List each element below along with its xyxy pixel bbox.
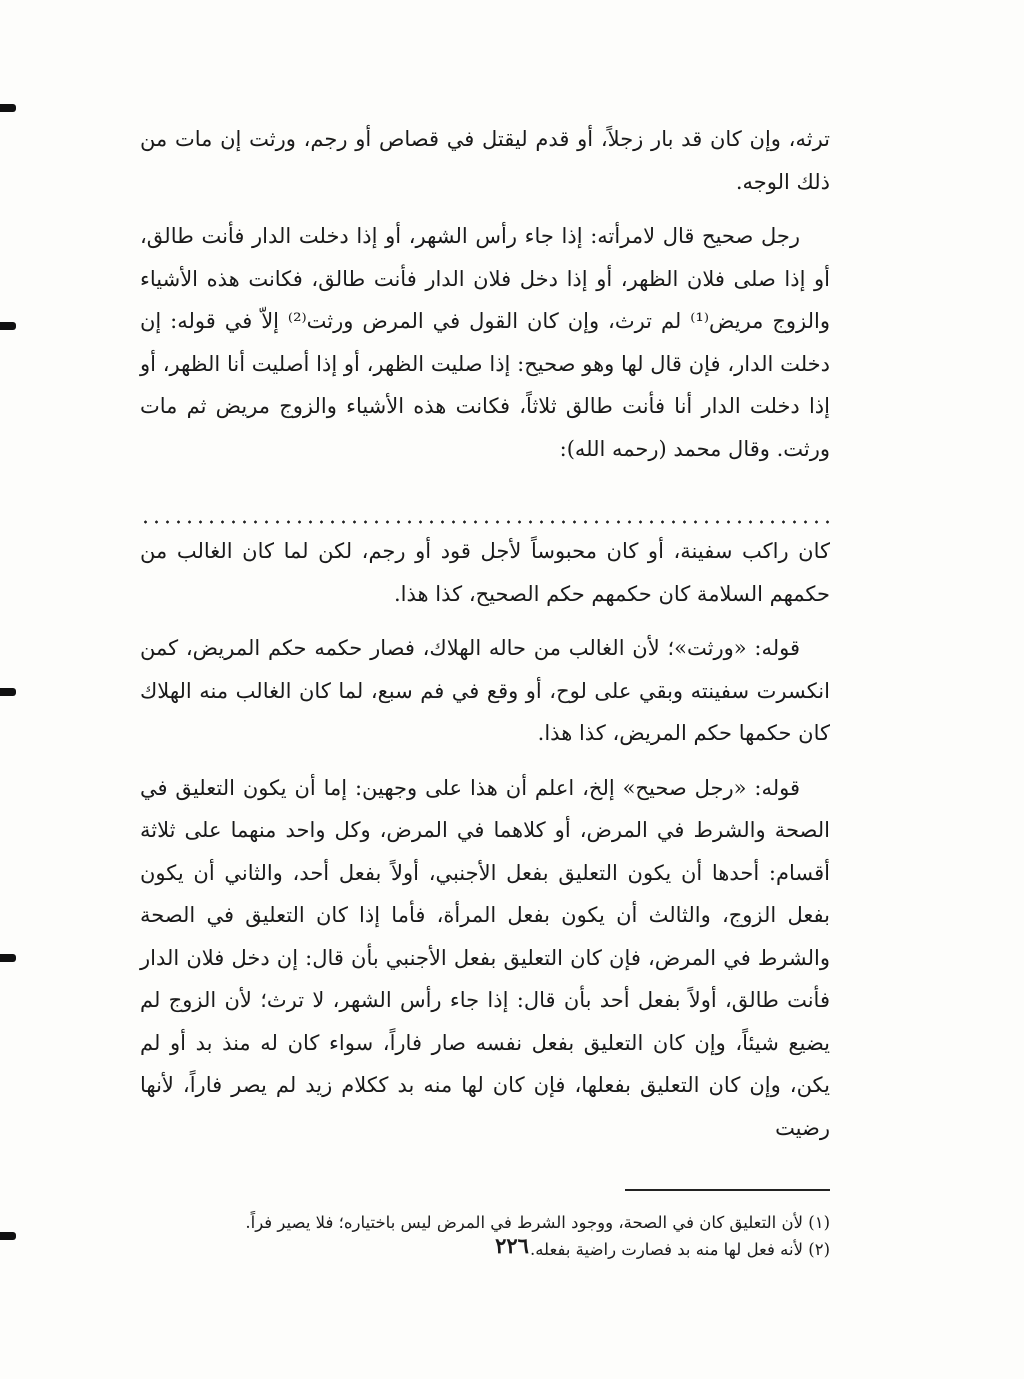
commentary-paragraph: قوله: «رجل صحيح» إلخ، اعلم أن هذا على وجهين: إما أن يكون التعليق في الصحة والشرط في المرض، أو كلاهما في المرض، وكل واحد منهما على ثلاثة أقسام: أحدها أن يكون التعليق بفعل الأجنبي، أولاً بفعل أحد، والثاني أن يكون بفعل الزوج، والثالث أن يكون بفعل المرأة، فأما إذا كان التعليق في الصحة والشرط في المرض، فإن كان التعليق بفعل الأجنبي بأن قال: إن دخل فلان الدار فأنت طالق، أولاً بفعل أحد بأن قال: إذا جاء رأس الشهر، لا ترث؛ لأن الزوج لم يضيع شيئاً، وإن كان التعليق بفعل نفسه صار فاراً، سواء كان له منذ بد أو لم يكن، وإن كان التعليق بفعلها، فإن كان لها منه بد ككلام زيد لم يصر فاراً، لأنها رضيت <box>140 775 830 1140</box>
main-text-paragraph: ترثه، وإن كان قد بار زجلاً، أو قدم ليقتل في قصاص أو رجم، ورثت إن مات من ذلك الوجه. <box>140 127 830 194</box>
scan-edge-mark <box>0 322 16 330</box>
commentary-paragraph: كان راكب سفينة، أو كان محبوساً لأجل قود أو رجم، لكن لما كان الغالب من حكمهم السلامة كان حكمهم حكم الصحيح، كذا هذا. <box>140 539 830 606</box>
scan-edge-mark <box>0 688 16 696</box>
dotted-separator <box>140 520 830 524</box>
scan-edge-mark <box>0 104 16 112</box>
footnote-rule <box>625 1189 830 1191</box>
commentary-paragraph: قوله: «ورثت»؛ لأن الغالب من حاله الهلاك، فصار حكمه حكم المريض، كمن انكسرت سفينته وبقي على لوح، أو وقع في فم سبع، لما كان الغالب منه الهلاك كان حكمها حكم المريض، كذا هذا. <box>140 636 830 745</box>
main-text-paragraph: رجل صحيح قال لامرأته: إذا جاء رأس الشهر، أو إذا دخلت الدار فأنت طالق، أو إذا صلى فلان الظهر، أو إذا دخل فلان الدار فأنت طالق، فكانت هذه الأشياء والزوج مريض⁽¹⁾ لم ترث، وإن كان القول في المرض ورثت⁽²⁾ إلاّ في قوله: إن دخلت الدار، فإن قال لها وهو صحيح: إذا صليت الظهر، أو إذا أصليت أنا الظهر، أو إذا دخلت الدار أنا فأنت طالق ثلاثاً، فكانت هذه الأشياء والزوج مريض ثم مات ورثت. وقال محمد (رحمه الله): <box>140 224 830 461</box>
page-number: ٢٢٦ <box>495 1233 529 1258</box>
footnote: (٢) لأنه فعل لها منه بد فصارت راضية بفعله. <box>529 1240 830 1259</box>
book-page <box>140 118 830 1263</box>
scan-edge-mark <box>0 954 16 962</box>
footnote: (١) لأن التعليق كان في الصحة، ووجود الشرط في المرض ليس باختياره؛ فلا يصير فراً. <box>245 1213 830 1232</box>
